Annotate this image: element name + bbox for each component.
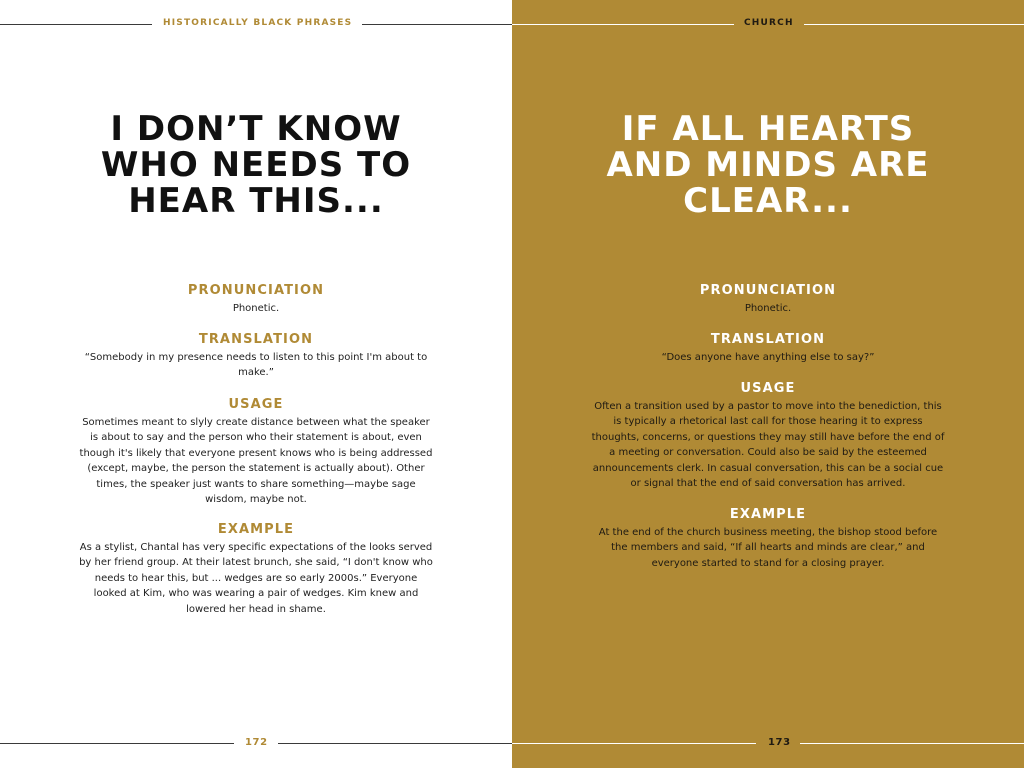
example-text: At the end of the church business meeting, the bishop stood before the members and said, “If all hearts and minds are clear,” and everyone started to stand for a closing prayer. (598, 527, 938, 569)
footer-rule-left (0, 743, 234, 744)
usage-label: USAGE (740, 381, 796, 396)
running-head: CHURCH (744, 18, 794, 28)
translation-label: TRANSLATION (198, 332, 314, 347)
usage-label: USAGE (228, 397, 284, 412)
example-label: EXAMPLE (217, 522, 295, 537)
header-rule-right (362, 24, 512, 25)
translation-section (590, 332, 946, 365)
pronunciation-text: Phonetic. (744, 303, 792, 314)
headline-line: I DON’T KNOW (110, 109, 402, 149)
translation-label: TRANSLATION (710, 332, 826, 347)
pronunciation-section (590, 283, 946, 316)
right-page (512, 0, 1024, 768)
header-rule-left (512, 24, 734, 25)
example-text: As a stylist, Chantal has very specific expectations of the looks served by her friend group. At their latest brunch, she said, “I don't know who needs to hear this, but ... wedges are so early 2000s.” Everyone looked at Kim, who was wearing a pair of wedges. Kim knew and lowered her head in shame. (79, 542, 433, 615)
footer-rule-right (278, 743, 512, 744)
headline-line: IF ALL HEARTS (621, 109, 915, 149)
translation-section (78, 332, 434, 381)
pronunciation-label: PRONUNCIATION (699, 283, 837, 298)
running-head: HISTORICALLY BLACK PHRASES (163, 18, 353, 28)
usage-section (590, 381, 946, 491)
footer-rule-left (512, 743, 756, 744)
usage-section (78, 397, 434, 507)
page-number: 173 (768, 737, 791, 748)
page-number: 172 (245, 737, 268, 748)
example-section (590, 507, 946, 571)
example-section (78, 522, 434, 617)
example-label: EXAMPLE (729, 507, 807, 522)
pronunciation-section (78, 283, 434, 316)
phrase-headline (512, 111, 1024, 219)
translation-text: “Does anyone have anything else to say?” (661, 352, 875, 363)
pronunciation-label: PRONUNCIATION (187, 283, 325, 298)
translation-text: “Somebody in my presence needs to listen to this point I'm about to make.” (84, 352, 428, 379)
footer-rule-right (800, 743, 1024, 744)
headline-line: HEAR THIS... (128, 181, 384, 221)
headline-line: CLEAR... (683, 181, 853, 221)
usage-text: Often a transition used by a pastor to move into the benediction, this is typically a rhetorical last call for those hearing it to express thoughts, concerns, or questions they may still have before the end of a meeting or conversation. Could also be said by the esteemed announcements clerk. In casual conversation, this can be a social cue or signal that the end of said conversation has arrived. (591, 401, 945, 490)
pronunciation-text: Phonetic. (232, 303, 280, 314)
headline-line: AND MINDS ARE (606, 145, 930, 185)
header-rule-left (0, 24, 152, 25)
phrase-headline (0, 111, 512, 219)
usage-text: Sometimes meant to slyly create distance between what the speaker is about to say and the person who their statement is about, even though it's likely that everyone present knows who is being addressed (except, maybe, the person the statement is actually about). Other times, the speaker just wants to share something—maybe sage wisdom, maybe not. (79, 417, 433, 506)
header-rule-right (804, 24, 1024, 25)
headline-line: WHO NEEDS TO (100, 145, 412, 185)
